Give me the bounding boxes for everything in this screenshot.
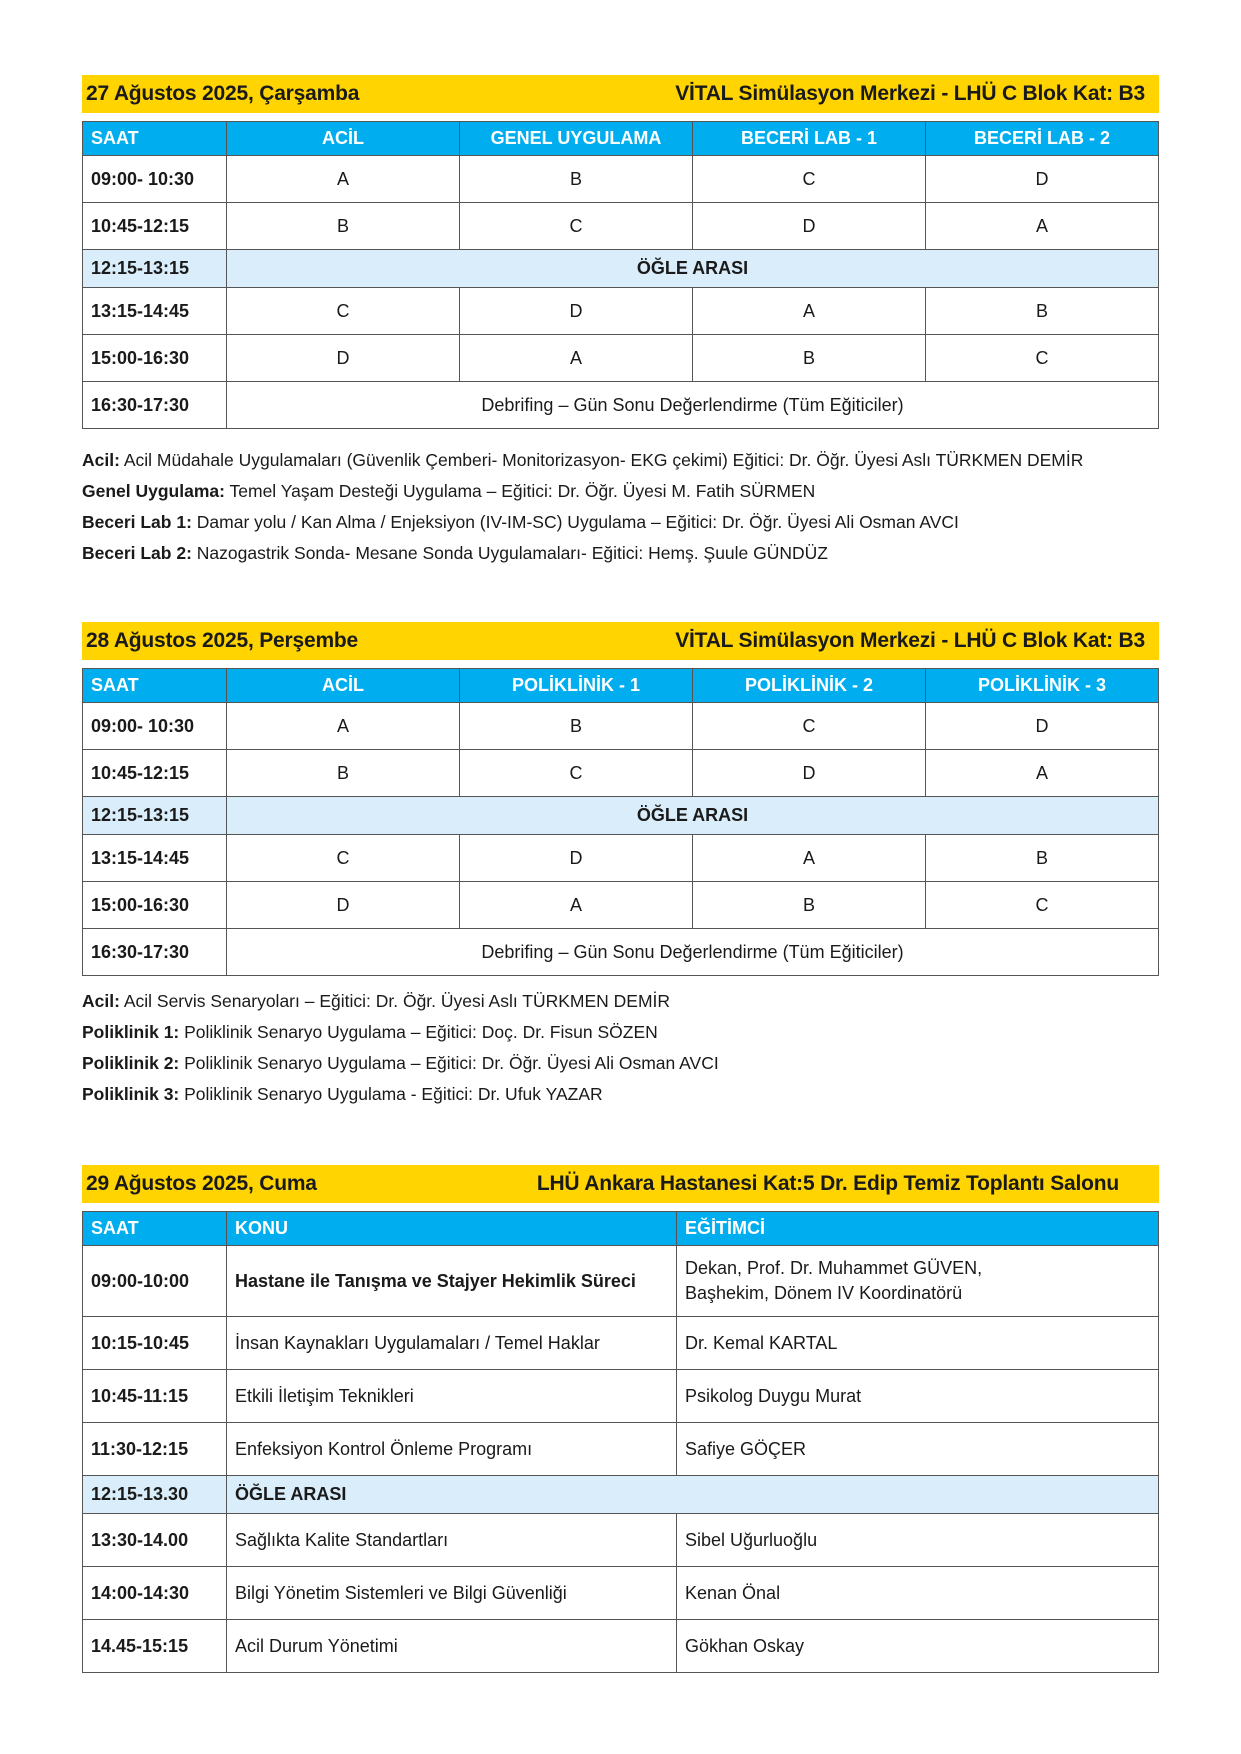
table-row: [83, 1423, 1159, 1476]
group-cell: D: [460, 835, 693, 882]
topic-cell: Enfeksiyon Kontrol Önleme Programı: [227, 1423, 677, 1476]
topic-cell: Etkili İletişim Teknikleri: [227, 1370, 677, 1423]
table-row: [83, 1317, 1159, 1370]
day2-banner: [82, 622, 1159, 660]
table-row: [83, 335, 1159, 382]
header-cell: POLİKLİNİK - 1: [460, 669, 693, 703]
trainer-cell: Dr. Kemal KARTAL: [677, 1317, 1159, 1370]
trainer-cell: Kenan Önal: [677, 1567, 1159, 1620]
table-row: [83, 882, 1159, 929]
note-line: Beceri Lab 2: Nazogastrik Sonda- Mesane Sonda Uygulamaları- Eğitici: Hemş. Şuule GÜNDÜZ: [82, 543, 828, 563]
group-cell: A: [460, 335, 693, 382]
day2-schedule-table: [82, 668, 1159, 976]
note-line: Acil: Acil Müdahale Uygulamaları (Güvenlik Çemberi- Monitorizasyon- EKG çekimi) Eğitici: Dr. Öğr. Üyesi Aslı TÜRKMEN DEMİR: [82, 450, 1084, 470]
day1-date: 27 Ağustos 2025, Çarşamba: [86, 82, 360, 105]
header-cell: POLİKLİNİK - 2: [693, 669, 926, 703]
group-cell: C: [227, 288, 460, 335]
group-cell: B: [926, 835, 1159, 882]
group-cell: B: [693, 335, 926, 382]
day3-schedule-table: [82, 1211, 1159, 1673]
day1-schedule-table: [82, 121, 1159, 429]
table-row: [83, 750, 1159, 797]
table-row: [83, 1246, 1159, 1317]
group-cell: D: [693, 750, 926, 797]
group-cell: C: [227, 835, 460, 882]
lunch-row: [83, 1476, 1159, 1514]
group-cell: D: [227, 335, 460, 382]
time-cell: 10:45-11:15: [83, 1370, 227, 1423]
time-cell: 16:30-17:30: [83, 382, 227, 429]
time-cell: 14:00-14:30: [83, 1567, 227, 1620]
group-cell: A: [693, 288, 926, 335]
lunch-label: ÖĞLE ARASI: [227, 250, 1159, 288]
time-cell: 13:15-14:45: [83, 835, 227, 882]
time-cell: 11:30-12:15: [83, 1423, 227, 1476]
note-line: Genel Uygulama: Temel Yaşam Desteği Uygulama – Eğitici: Dr. Öğr. Üyesi M. Fatih SÜRMEN: [82, 481, 816, 501]
header-cell: ACİL: [227, 669, 460, 703]
time-cell: 13:30-14.00: [83, 1514, 227, 1567]
day1-section: [82, 75, 1159, 569]
group-cell: C: [926, 335, 1159, 382]
table-row: [83, 288, 1159, 335]
group-cell: C: [460, 750, 693, 797]
lunch-row: [83, 250, 1159, 288]
note-line: Poliklinik 1: Poliklinik Senaryo Uygulama – Eğitici: Doç. Dr. Fisun SÖZEN: [82, 1022, 658, 1042]
table-header-row: [83, 669, 1159, 703]
day2-section: [82, 622, 1159, 1110]
group-cell: B: [460, 156, 693, 203]
trainer-cell: [677, 1246, 1159, 1317]
lunch-label: ÖĞLE ARASI: [227, 797, 1159, 835]
trainer-line: Başhekim, Dönem IV Koordinatörü: [685, 1283, 963, 1303]
time-cell: 09:00-10:00: [83, 1246, 227, 1317]
time-cell: 15:00-16:30: [83, 335, 227, 382]
time-cell: 14.45-15:15: [83, 1620, 227, 1673]
day3-location: LHÜ Ankara Hastanesi Kat:5 Dr. Edip Temiz Toplantı Salonu: [536, 1172, 1119, 1195]
topic-cell: İnsan Kaynakları Uygulamaları / Temel Haklar: [227, 1317, 677, 1370]
group-cell: B: [693, 882, 926, 929]
lunch-label: ÖĞLE ARASI: [227, 1476, 1159, 1514]
time-cell: 10:15-10:45: [83, 1317, 227, 1370]
day3-banner: [82, 1165, 1159, 1203]
header-cell: EĞİTİMCİ: [677, 1212, 1159, 1246]
day2-notes: [82, 986, 1159, 1110]
time-cell: 10:45-12:15: [83, 750, 227, 797]
debrief-row: [83, 382, 1159, 429]
time-cell: 09:00- 10:30: [83, 156, 227, 203]
time-cell: 13:15-14:45: [83, 288, 227, 335]
header-cell: SAAT: [83, 669, 227, 703]
table-header-row: [83, 122, 1159, 156]
table-row: [83, 1370, 1159, 1423]
group-cell: A: [926, 750, 1159, 797]
header-cell: GENEL UYGULAMA: [460, 122, 693, 156]
table-row: [83, 1514, 1159, 1567]
table-header-row: [83, 1212, 1159, 1246]
table-row: [83, 156, 1159, 203]
group-cell: D: [926, 703, 1159, 750]
table-row: [83, 203, 1159, 250]
group-cell: D: [460, 288, 693, 335]
group-cell: A: [693, 835, 926, 882]
time-cell: 16:30-17:30: [83, 929, 227, 976]
time-cell: 12:15-13:15: [83, 250, 227, 288]
header-cell: SAAT: [83, 122, 227, 156]
time-cell: 09:00- 10:30: [83, 703, 227, 750]
group-cell: B: [460, 703, 693, 750]
table-row: [83, 1620, 1159, 1673]
debrief-label: Debrifing – Gün Sonu Değerlendirme (Tüm Eğiticiler): [227, 382, 1159, 429]
day3-section: [82, 1165, 1159, 1673]
group-cell: D: [227, 882, 460, 929]
group-cell: A: [227, 703, 460, 750]
time-cell: 12:15-13.30: [83, 1476, 227, 1514]
header-cell: SAAT: [83, 1212, 227, 1246]
day2-date: 28 Ağustos 2025, Perşembe: [86, 629, 359, 652]
note-line: Poliklinik 2: Poliklinik Senaryo Uygulama – Eğitici: Dr. Öğr. Üyesi Ali Osman AVCI: [82, 1053, 719, 1073]
trainer-line: Dekan, Prof. Dr. Muhammet GÜVEN,: [685, 1258, 983, 1278]
trainer-cell: Sibel Uğurluoğlu: [677, 1514, 1159, 1567]
topic-cell: Bilgi Yönetim Sistemleri ve Bilgi Güvenliği: [227, 1567, 677, 1620]
day3-date: 29 Ağustos 2025, Cuma: [86, 1172, 317, 1195]
header-cell: KONU: [227, 1212, 677, 1246]
group-cell: B: [227, 750, 460, 797]
table-row: [83, 703, 1159, 750]
table-row: [83, 835, 1159, 882]
time-cell: 10:45-12:15: [83, 203, 227, 250]
header-cell: POLİKLİNİK - 3: [926, 669, 1159, 703]
debrief-label: Debrifing – Gün Sonu Değerlendirme (Tüm Eğiticiler): [227, 929, 1159, 976]
day1-banner: [82, 75, 1159, 113]
group-cell: A: [460, 882, 693, 929]
trainer-cell: Safiye GÖÇER: [677, 1423, 1159, 1476]
topic-cell: Acil Durum Yönetimi: [227, 1620, 677, 1673]
topic-cell: Hastane ile Tanışma ve Stajyer Hekimlik Süreci: [227, 1246, 677, 1317]
trainer-cell: Gökhan Oskay: [677, 1620, 1159, 1673]
group-cell: A: [926, 203, 1159, 250]
time-cell: 12:15-13:15: [83, 797, 227, 835]
group-cell: D: [926, 156, 1159, 203]
header-cell: ACİL: [227, 122, 460, 156]
note-line: Beceri Lab 1: Damar yolu / Kan Alma / Enjeksiyon (IV-IM-SC) Uygulama – Eğitici: Dr. Öğr. Üyesi Ali Osman AVCI: [82, 512, 959, 532]
day1-notes: [82, 445, 1159, 569]
group-cell: A: [227, 156, 460, 203]
time-cell: 15:00-16:30: [83, 882, 227, 929]
group-cell: B: [926, 288, 1159, 335]
group-cell: C: [926, 882, 1159, 929]
group-cell: C: [693, 156, 926, 203]
day1-location: VİTAL Simülasyon Merkezi - LHÜ C Blok Kat: B3: [675, 82, 1145, 105]
day2-location: VİTAL Simülasyon Merkezi - LHÜ C Blok Kat: B3: [675, 629, 1145, 652]
header-cell: BECERİ LAB - 1: [693, 122, 926, 156]
note-line: Poliklinik 3: Poliklinik Senaryo Uygulama - Eğitici: Dr. Ufuk YAZAR: [82, 1084, 603, 1104]
trainer-cell: Psikolog Duygu Murat: [677, 1370, 1159, 1423]
debrief-row: [83, 929, 1159, 976]
header-cell: BECERİ LAB - 2: [926, 122, 1159, 156]
note-line: Acil: Acil Servis Senaryoları – Eğitici: Dr. Öğr. Üyesi Aslı TÜRKMEN DEMİR: [82, 991, 671, 1011]
group-cell: D: [693, 203, 926, 250]
group-cell: C: [693, 703, 926, 750]
group-cell: C: [460, 203, 693, 250]
lunch-row: [83, 797, 1159, 835]
group-cell: B: [227, 203, 460, 250]
topic-cell: Sağlıkta Kalite Standartları: [227, 1514, 677, 1567]
table-row: [83, 1567, 1159, 1620]
